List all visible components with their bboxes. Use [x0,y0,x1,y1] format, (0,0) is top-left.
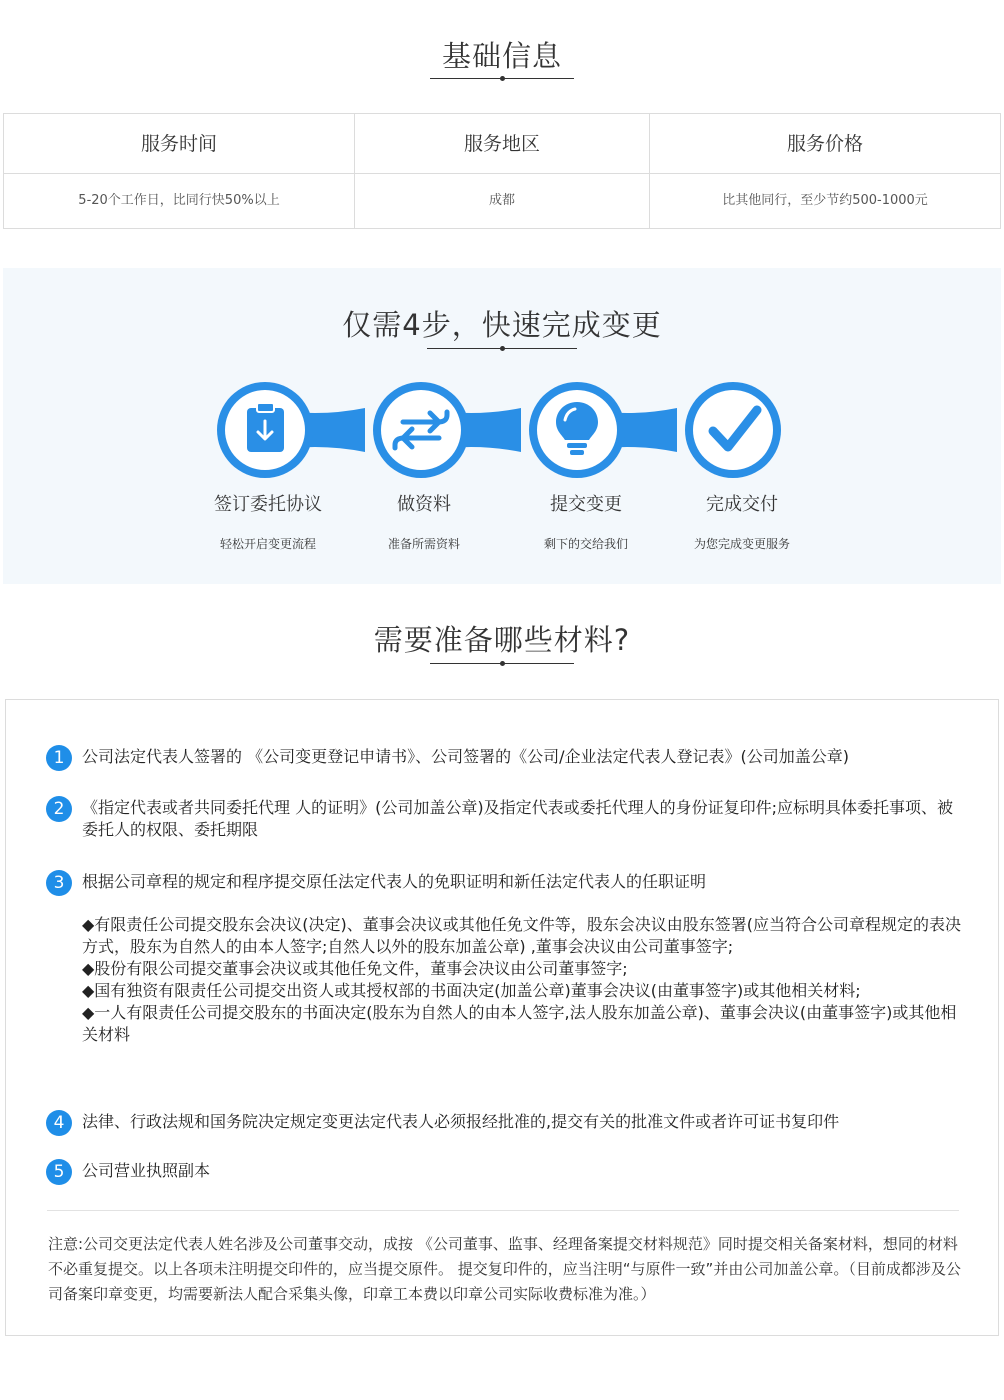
item-text: 《指定代表或者共同委托代理 人的证明》(公司加盖公章)及指定代表或委托代理人的身份证复印件;应标明具体委托事项、被委托人的权限、委托期限 [82,798,953,839]
step-desc: 为您完成变更服务 [693,537,790,551]
info-column-price [650,114,1000,228]
step-name: 签订委托协议 [214,494,322,515]
steps-heading [0,307,1004,343]
basic-info-table [3,113,1001,229]
sub-item: ◆股份有限公司提交董事会决议或其他任免文件，董事会决议由公司董事签字; [82,959,628,978]
step-item-4 [662,493,822,552]
step-desc: 剩下的交给我们 [543,537,628,551]
step-name: 做资料 [397,494,451,515]
steps-title: 仅需4步，快速完成变更 [342,308,662,342]
title-underline-dot [500,76,505,81]
step-item-1 [188,493,348,552]
item-text: 根据公司章程的规定和程序提交原任法定代表人的免职证明和新任法定代表人的任职证明 [82,872,707,891]
sub-item: ◆国有独资有限责任公司提交出资人或其授权部的书面决定(加盖公章)董事会决议(由董事签字)或其他相关材料; [82,981,861,1000]
item-number-badge: 4 [46,1110,72,1136]
item-text: 公司营业执照副本 [82,1161,211,1180]
clipboard-icon [247,403,284,452]
note-text: 注意:公司交更法定代表人姓名涉及公司董事交动，成按 《公司董事、监事、经理备案提交材料规范》同时提交相关备案材料，想同的材料不必重复提交。以上各项未注明提交印件的，应当提交原件。 提交复印件的，应当注明“与原件一致”并由公司加盖公章。（目前成都涉及公司备案印章变更，均需要新法人配合采集头像，印章工本费以印章公司实际收费标准为准。） [48,1235,961,1303]
materials-heading [0,622,1004,658]
info-value: 成都 [488,193,515,208]
sub-item-list [82,914,962,1046]
item-number-badge: 2 [46,796,72,822]
item-text: 法律、行政法规和国务院决定规定变更法定代表人必须报经批准的,提交有关的批准文件或者许可证书复印件 [82,1112,840,1131]
info-header: 服务价格 [650,114,1000,174]
step-circle-2 [373,382,469,478]
info-value: 比其他同行，至少节约500-1000元 [722,193,928,208]
info-column-time [4,114,355,228]
info-header: 服务地区 [355,114,649,174]
basic-info-title: 基础信息 [441,39,562,73]
steps-graphic [205,378,805,482]
title-underline-dot [500,346,505,351]
step-desc: 轻松开启变更流程 [219,537,316,551]
item-number-badge: 3 [46,870,72,896]
info-column-region [355,114,650,228]
step-item-3 [506,493,666,552]
item-number-badge: 1 [46,745,72,771]
sub-item: ◆一人有限责任公司提交股东的书面决定(股东为自然人的由本人签字,法人股东加盖公章)、董事会决议(由董事签字)或其他相关材料 [82,1003,957,1044]
item-number-badge: 5 [46,1159,72,1185]
note-divider [47,1210,959,1211]
step-circle-4 [685,382,781,478]
item-text: 公司法定代表人签署的 《公司变更登记申请书》、公司签署的《公司/企业法定代表人登记表》(公司加盖公章) [82,747,849,766]
step-item-2 [344,493,504,552]
info-header: 服务时间 [4,114,354,174]
step-name: 完成交付 [706,494,778,515]
materials-title: 需要准备哪些材料? [373,623,631,657]
step-name: 提交变更 [550,494,622,515]
basic-info-heading [0,38,1004,74]
info-value: 5-20个工作日，比同行快50%以上 [78,193,280,208]
title-underline-dot [500,661,505,666]
sub-item: ◆有限责任公司提交股东会决议(决定)、董事会决议或其他任免文件等，股东会决议由股东签署(应当符合公司章程规定的表决方式，股东为自然人的由本人签字;自然人以外的股东加盖公章) ,董事会决议由公司董事签字; [82,915,962,956]
step-desc: 准备所需资料 [387,537,460,551]
